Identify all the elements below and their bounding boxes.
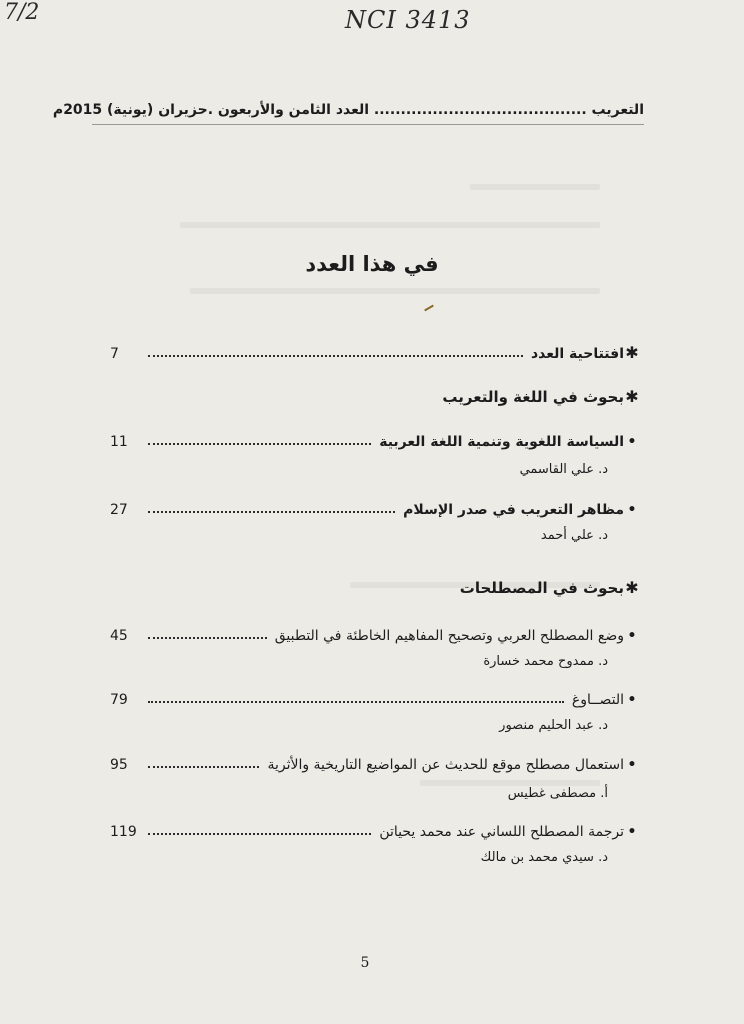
toc-title: في هذا العدد xyxy=(305,252,439,276)
entry-title: ترجمة المصطلح اللساني عند محمد يحياتن xyxy=(379,824,624,840)
page-number: 95 xyxy=(110,757,128,773)
handwritten-note-left: 7/2 xyxy=(4,0,40,25)
bullet-dot-icon: • xyxy=(627,824,637,840)
section-heading-terminology xyxy=(110,578,640,597)
toc-entry[interactable] xyxy=(110,496,640,518)
entry-title: التصــاوغ xyxy=(571,692,624,708)
toc-entry-editorial[interactable] xyxy=(110,340,640,362)
show-through-mark xyxy=(180,222,600,228)
page-number: 79 xyxy=(110,692,128,708)
entry-author: د. عبد الحليم منصور xyxy=(499,718,608,733)
section-heading-language xyxy=(110,387,640,406)
header-rule xyxy=(92,124,644,125)
page-number: 27 xyxy=(110,502,128,518)
toc-entry[interactable] xyxy=(110,751,640,773)
bullet-dot-icon: • xyxy=(627,502,637,518)
bullet-dot-icon: • xyxy=(627,434,637,450)
entry-title: وضع المصطلح العربي وتصحيح المفاهيم الخاطئة في التطبيق xyxy=(274,628,624,644)
asterisk-icon: ✱ xyxy=(625,578,639,597)
toc-entry[interactable] xyxy=(110,818,640,840)
page-number: 11 xyxy=(110,434,128,450)
asterisk-icon: ✱ xyxy=(625,343,639,362)
show-through-mark xyxy=(190,288,600,294)
page-footer-number: 5 xyxy=(360,955,370,971)
dot-leader xyxy=(148,765,259,768)
dot-leader xyxy=(148,354,523,357)
bullet-dot-icon: • xyxy=(627,628,637,644)
page-number: 119 xyxy=(110,824,137,840)
entry-title: السياسة اللغوية وتنمية اللغة العربية xyxy=(379,434,624,450)
entry-title: استعمال مصطلح موقع للحديث عن المواضيع التاريخية والأثرية xyxy=(267,757,624,773)
toc-entry[interactable] xyxy=(110,622,640,644)
entry-title: افتتاحية العدد xyxy=(530,346,624,362)
bullet-dot-icon: • xyxy=(627,757,637,773)
entry-author: د. سيدي محمد بن مالك xyxy=(480,850,608,865)
dot-leader xyxy=(148,700,564,703)
dot-leader xyxy=(148,442,371,445)
running-header: التعريب ........................................ العدد الثامن والأربعون .حزيران (يونية) 2015م xyxy=(52,102,644,118)
section-title: بحوث في المصطلحات xyxy=(459,578,624,597)
entry-title: مظاهر التعريب في صدر الإسلام xyxy=(403,502,624,518)
handwritten-call-number: NCI 3413 xyxy=(345,6,471,34)
bullet-dot-icon: • xyxy=(627,692,637,708)
asterisk-icon: ✱ xyxy=(625,387,639,406)
dot-leader xyxy=(148,636,267,639)
entry-author: د. علي أحمد xyxy=(540,528,608,543)
page-number: 45 xyxy=(110,628,128,644)
entry-author: أ. مصطفى غطيس xyxy=(507,786,608,801)
dot-leader xyxy=(148,510,395,513)
section-title: بحوث في اللغة والتعريب xyxy=(442,387,624,406)
toc-entry[interactable] xyxy=(110,428,640,450)
show-through-mark xyxy=(470,184,600,190)
dot-leader xyxy=(148,832,371,835)
ink-speck xyxy=(424,305,434,312)
entry-author: د. ممدوح محمد خسارة xyxy=(483,654,608,669)
entry-author: د. علي القاسمي xyxy=(519,462,608,477)
toc-entry[interactable] xyxy=(110,686,640,708)
page-number: 7 xyxy=(110,346,119,362)
